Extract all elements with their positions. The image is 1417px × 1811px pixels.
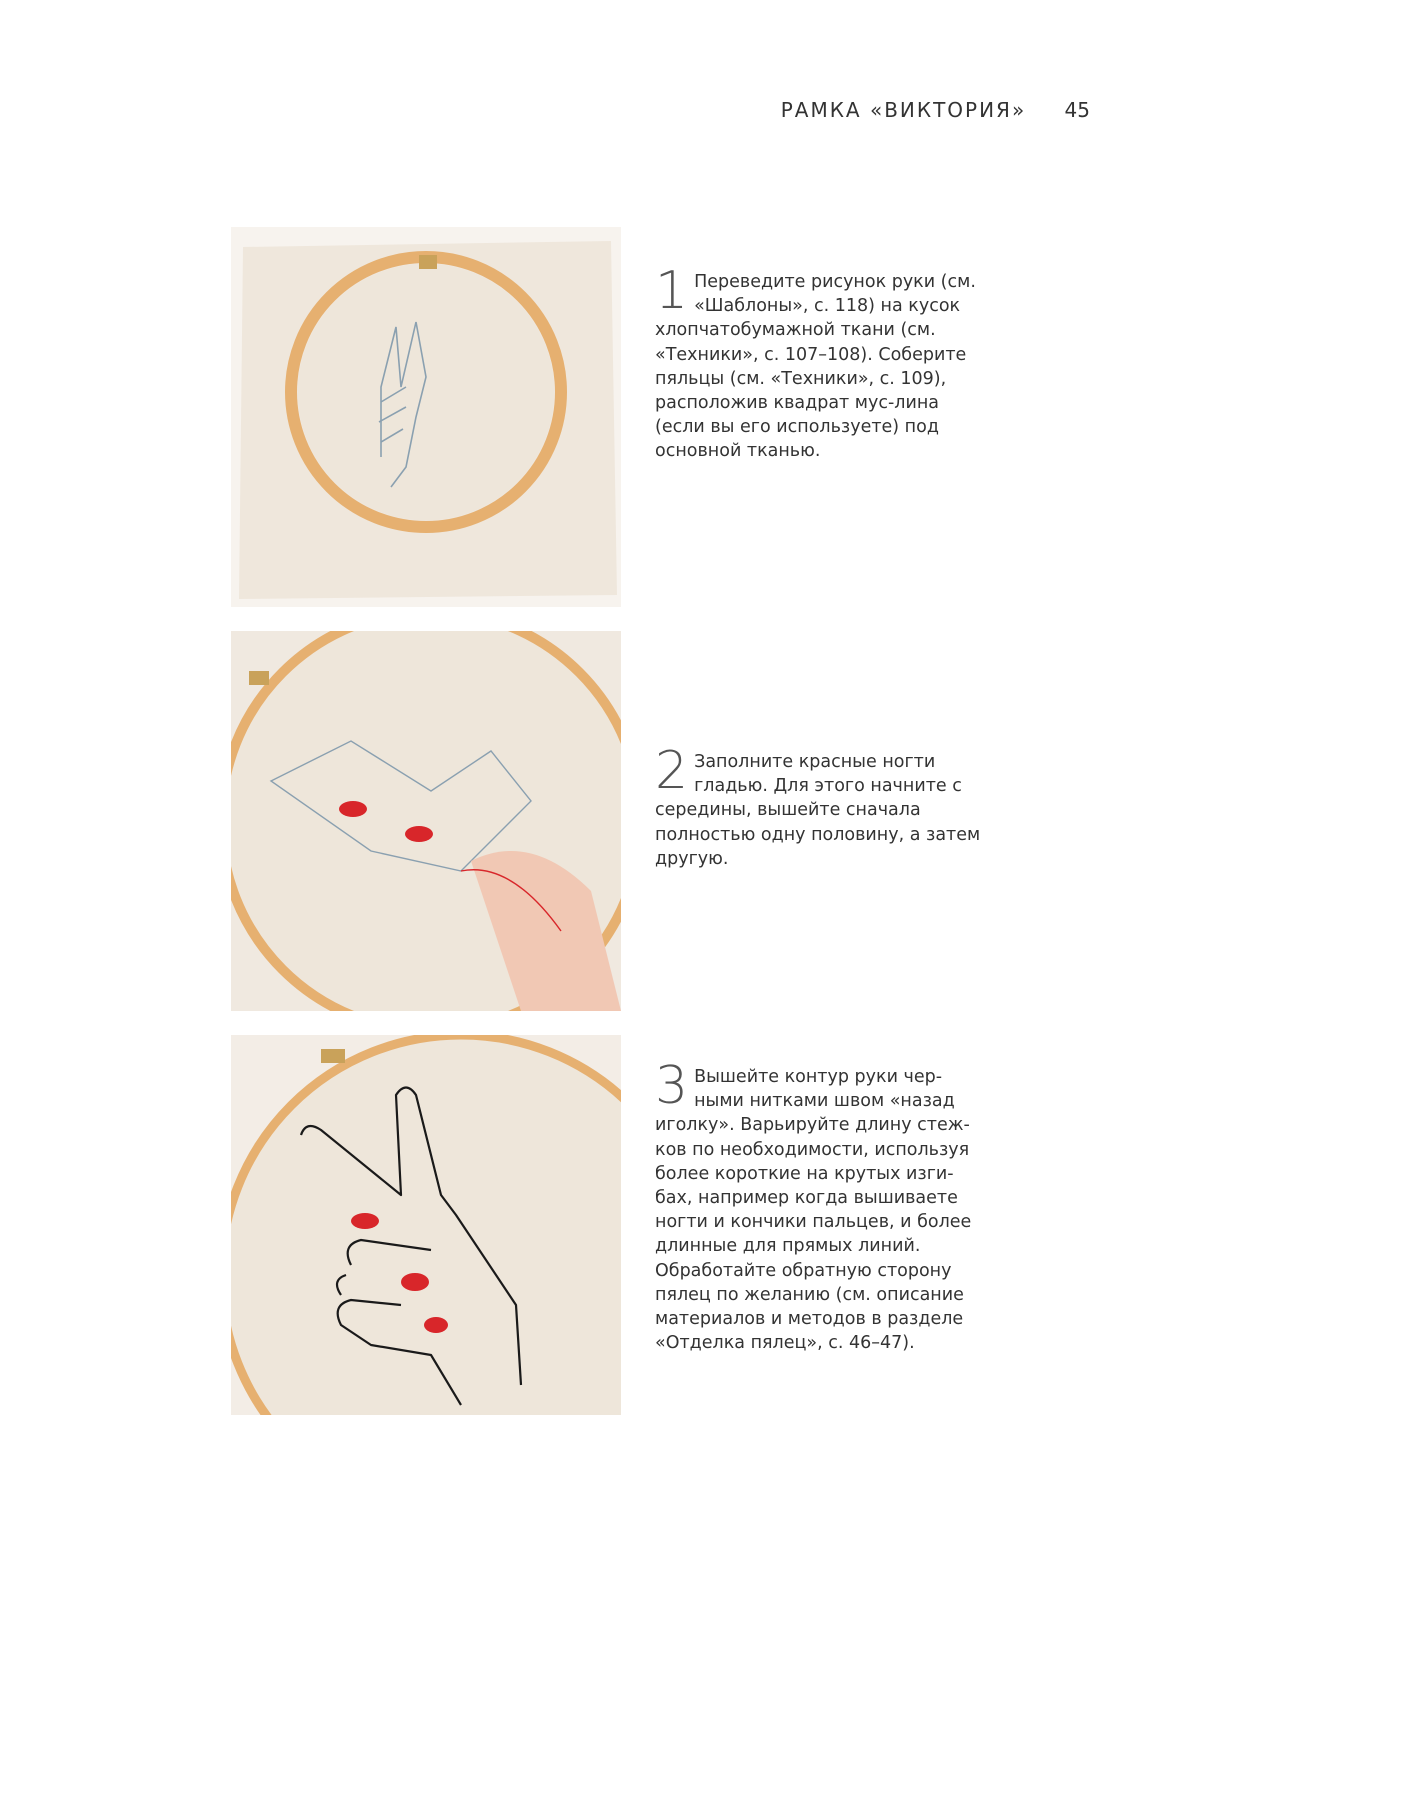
step-2-text: Заполните красные ногти гладью. Для этого начните с середины, вышейте сначала полностью одну половину, а затем другую. (655, 752, 981, 869)
step-1-photo (231, 227, 621, 607)
step-1-number: 1 (655, 261, 689, 321)
step-1 (655, 261, 985, 464)
running-header (0, 98, 1090, 122)
step-3-photo (231, 1035, 621, 1415)
step-2-number: 2 (655, 741, 689, 801)
step-3 (655, 1056, 985, 1355)
step-3-number: 3 (655, 1056, 689, 1116)
chapter-title: РАМКА «ВИКТОРИЯ» (780, 98, 1027, 122)
page-number: 45 (1064, 98, 1090, 122)
step-2-photo (231, 631, 621, 1011)
step-2 (655, 741, 985, 871)
step-3-text: Вышейте контур руки чер-ными нитками швом «назад иголку». Варьируйте длину стеж-ков по необходимости, используя более короткие на крутых изги-бах, например когда вышиваете ногти и кончики пальцев, и более длинные для прямых линий. Обработайте обратную сторону пялец по желанию (см. описание материалов и методов в разделе «Отделка пялец», с. 46–47). (655, 1067, 972, 1354)
step-1-text: Переведите рисунок руки (см. «Шаблоны», с. 118) на кусок хлопчатобумажной ткани (см. «Техники», с. 107–108). Соберите пяльцы (см. «Техники», с. 109), расположив квадрат мус-лина (если вы его используете) под основной тканью. (655, 272, 976, 462)
